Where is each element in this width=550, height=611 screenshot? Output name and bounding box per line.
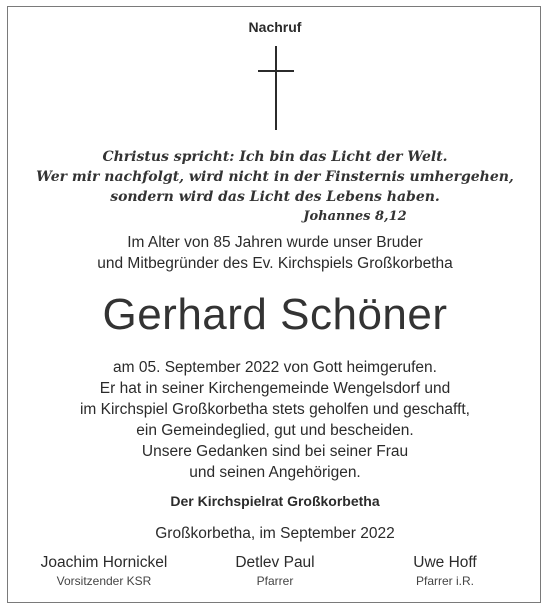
- body-line: im Kirchspiel Großkorbetha stets geholfen und geschafft,: [79, 401, 470, 418]
- condolence-line: Unsere Gedanken sind bei seiner Frau: [141, 443, 409, 460]
- bible-quote: [0, 147, 550, 227]
- intro-line: Im Alter von 85 Jahren wurde unser Bruder: [127, 234, 423, 251]
- condolence-line: und seinen Angehörigen.: [189, 464, 361, 481]
- deceased-name: Gerhard Schöner: [102, 290, 448, 339]
- signature-block: [370, 553, 520, 589]
- quote-line: sondern wird das Licht des Lebens haben.: [110, 189, 440, 205]
- place-date: Großkorbetha, im September 2022: [155, 525, 395, 542]
- signature-block: [14, 553, 194, 589]
- body-text: [0, 357, 550, 441]
- sender-organization: Der Kirchspielrat Großkorbetha: [170, 493, 380, 509]
- signatory-role: Vorsitzender KSR: [56, 574, 152, 588]
- quote-line: Wer mir nachfolgt, wird nicht in der Finsternis umhergehen,: [36, 169, 514, 185]
- quote-line: Christus spricht: Ich bin das Licht der Welt.: [102, 149, 448, 165]
- intro-text: [0, 232, 550, 274]
- latin-cross-icon: [256, 46, 296, 130]
- signatory-name: Uwe Hoff: [413, 554, 477, 571]
- quote-reference: Johannes 8,12: [303, 209, 407, 224]
- notice-heading: Nachruf: [248, 19, 302, 35]
- signatory-role: Pfarrer: [256, 574, 294, 588]
- body-line: am 05. September 2022 von Gott heimgerufen.: [113, 359, 437, 376]
- signatory-role: Pfarrer i.R.: [415, 574, 474, 588]
- signatory-name: Detlev Paul: [235, 554, 315, 571]
- body-line: ein Gemeindeglied, gut und bescheiden.: [136, 422, 414, 439]
- body-line: Er hat in seiner Kirchengemeinde Wengelsdorf und: [99, 380, 451, 397]
- signature-block: [205, 553, 345, 589]
- signatory-name: Joachim Hornickel: [40, 554, 168, 571]
- condolence-text: [0, 441, 550, 483]
- intro-line: und Mitbegründer des Ev. Kirchspiels Großkorbetha: [97, 255, 453, 272]
